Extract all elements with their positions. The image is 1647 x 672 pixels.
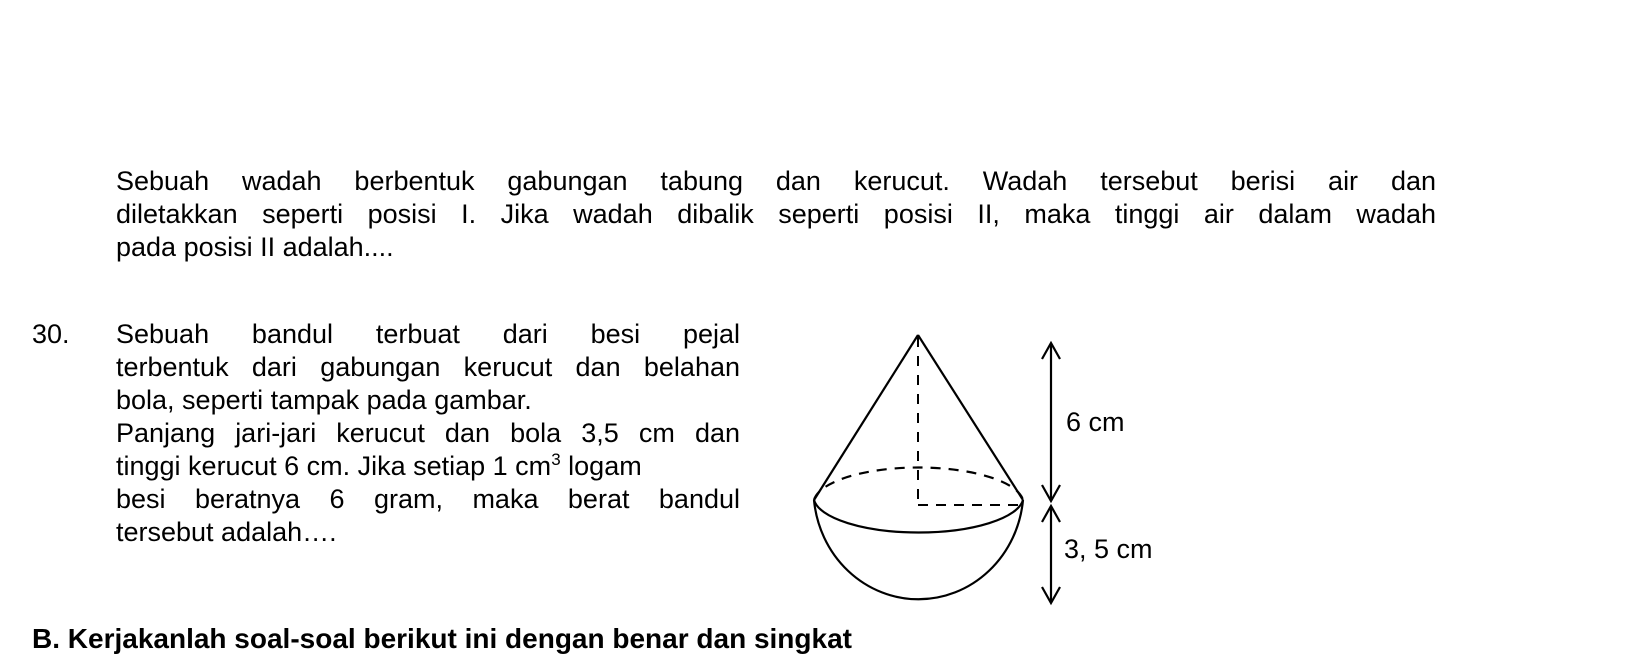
pendulum-diagram xyxy=(790,325,1210,625)
hemisphere-radius-label: 3, 5 cm xyxy=(1064,534,1153,564)
question-30-line-4: Panjang jari-jari kerucut dan bola 3,5 cm dan xyxy=(116,418,740,448)
question-30-line-7: tersebut adalah…. xyxy=(116,517,337,547)
question-30-line-2: terbentuk dari gabungan kerucut dan belahan xyxy=(116,352,740,382)
previous-question-line-3: pada posisi II adalah.... xyxy=(116,232,394,262)
cubic-superscript: 3 xyxy=(551,450,561,469)
pendulum-figure xyxy=(790,325,1210,625)
question-30-line-3: bola, seperti tampak pada gambar. xyxy=(116,385,532,415)
question-30-line-5-tail: logam xyxy=(560,451,642,481)
question-30-line-6: besi beratnya 6 gram, maka berat bandul xyxy=(116,484,740,514)
previous-question-text xyxy=(116,165,1436,264)
question-30-line-5 xyxy=(116,450,740,483)
hemisphere-outline xyxy=(814,500,1023,599)
question-number: 30. xyxy=(32,319,70,349)
question-30-line-1: Sebuah bandul terbuat dari besi pejal xyxy=(116,319,740,349)
cone-right-slant xyxy=(918,335,1023,500)
section-b-heading: B. Kerjakanlah soal-soal berikut ini dengan benar dan singkat xyxy=(32,623,852,654)
cone-height-label: 6 cm xyxy=(1066,407,1125,437)
question-30-line-5-text: tinggi kerucut 6 cm. Jika setiap 1 cm xyxy=(116,451,552,481)
previous-question-line-1: Sebuah wadah berbentuk gabungan tabung dan kerucut. Wadah tersebut berisi air dan xyxy=(116,166,1436,196)
question-30-text xyxy=(116,318,740,549)
cone-left-slant xyxy=(814,335,918,500)
previous-question-line-2: diletakkan seperti posisi I. Jika wadah dibalik seperti posisi II, maka tinggi air dalam wadah xyxy=(116,199,1436,229)
